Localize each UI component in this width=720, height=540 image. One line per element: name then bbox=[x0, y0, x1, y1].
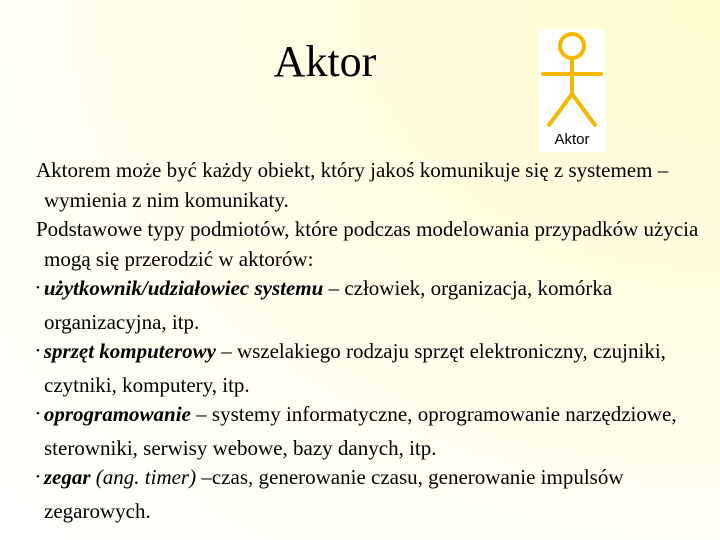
bullet-term: zegar bbox=[43, 465, 91, 489]
paragraph-intro: Podstawowe typy podmiotów, które podczas modelowania przypadków użycia mogą się przerodzić w aktorów: bbox=[36, 217, 699, 271]
stick-figure-actor-icon bbox=[539, 29, 605, 131]
bullet-item bbox=[36, 400, 706, 463]
bullet-text: – człowiek, organizacja, komórka organizacyjna, itp. bbox=[44, 276, 613, 334]
bullet-icon: • bbox=[36, 345, 40, 357]
bullet-icon: • bbox=[36, 408, 40, 420]
bullet-text: –czas, generowanie czasu, generowanie impulsów zegarowych. bbox=[44, 465, 624, 523]
bullet-item bbox=[36, 463, 706, 526]
bullet-item bbox=[36, 337, 706, 400]
bullet-icon: • bbox=[36, 282, 40, 294]
bullet-text: – systemy informatyczne, oprogramowanie narzędziowe, sterowniki, serwisy webowe, bazy danych, itp. bbox=[44, 402, 677, 460]
slide-title: Aktor bbox=[273, 37, 377, 86]
actor-caption: Aktor bbox=[554, 131, 590, 148]
bullet-term: użytkownik/udziałowiec systemu bbox=[43, 276, 324, 300]
bullet-term: sprzęt komputerowy bbox=[43, 339, 216, 363]
bullet-term: oprogramowanie bbox=[43, 402, 191, 426]
bullet-text: – wszelakiego rodzaju sprzęt elektroniczny, czujniki, czytniki, komputery, itp. bbox=[44, 339, 666, 397]
bullet-note: (ang. timer) bbox=[90, 465, 197, 489]
actor-figure bbox=[539, 29, 605, 152]
paragraph-definition: Aktorem może być każdy obiekt, który jakoś komunikuje się z systemem – wymienia z nim komunikaty. bbox=[36, 158, 669, 212]
bullet-item bbox=[36, 274, 706, 337]
bullet-icon: • bbox=[36, 471, 40, 483]
slide-body bbox=[36, 156, 706, 526]
